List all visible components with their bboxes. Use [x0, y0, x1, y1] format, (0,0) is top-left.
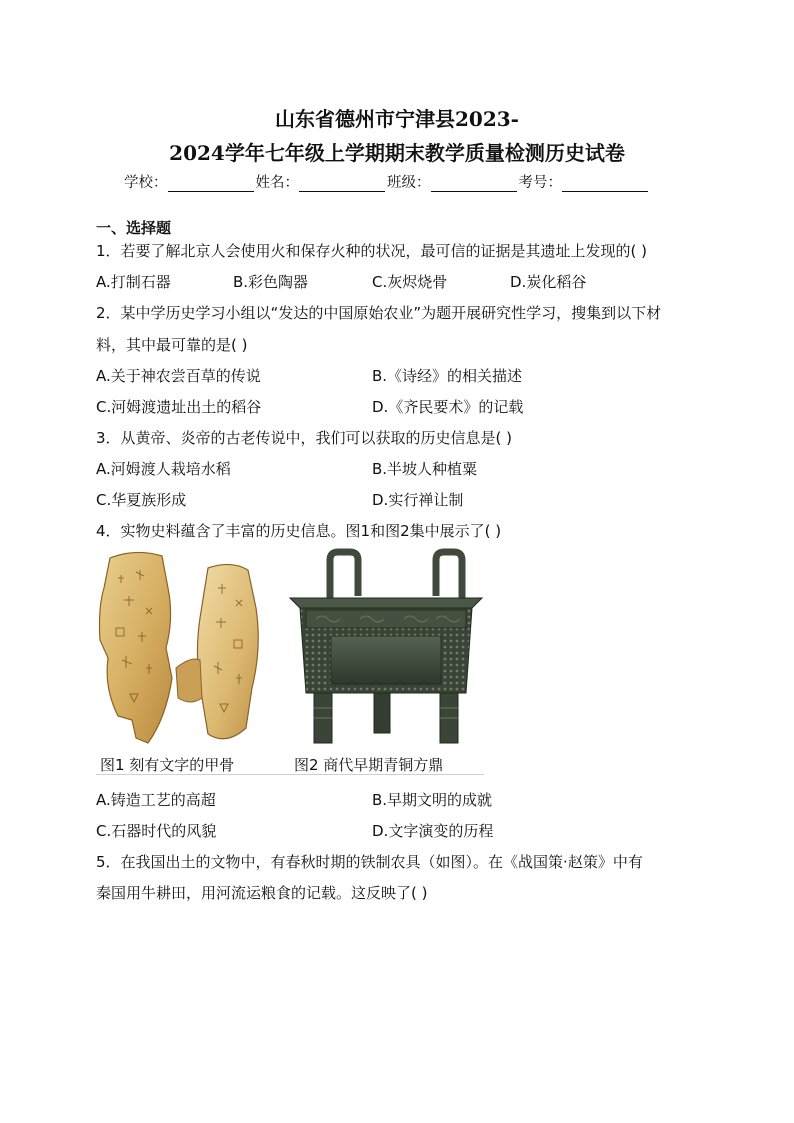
q1-option-d: D.炭化稻谷 [510, 273, 587, 291]
exam-title-line2: 2024学年七年级上学期期末教学质量检测历史试卷 [169, 141, 625, 165]
school-label: 学校： [124, 175, 168, 191]
q2-option-c: C.河姆渡遗址出土的稻谷 [96, 398, 262, 416]
question-5-stem-line1: 5．在我国出土的文物中，有春秋时期的铁制农具（如图）。在《战国策·赵策》中有 [96, 853, 643, 871]
question-4-figure [96, 548, 486, 776]
bronze-ding-image [286, 548, 486, 753]
section-heading: 一、选择题 [96, 219, 172, 237]
q3-option-a: A.河姆渡人栽培水稻 [96, 460, 231, 478]
q4-option-c: C.石器时代的风貌 [96, 822, 217, 840]
name-blank [299, 177, 385, 192]
class-label: 班级： [387, 175, 431, 191]
exam-number-blank [562, 177, 648, 192]
q1-option-a: A.打制石器 [96, 273, 171, 291]
class-blank [431, 177, 517, 192]
figure-divider [96, 774, 484, 775]
question-5-stem-line2: 秦国用牛耕田，用河流运粮食的记载。这反映了( ) [96, 884, 428, 902]
name-label: 姓名： [255, 175, 299, 191]
student-info-row [124, 171, 650, 192]
q4-option-b: B.早期文明的成就 [372, 791, 493, 809]
q2-option-d: D.《齐民要术》的记载 [372, 398, 524, 416]
q3-option-b: B.半坡人种植粟 [372, 460, 478, 478]
figure-2-caption: 图2 商代早期青铜方鼎 [294, 756, 444, 774]
question-3-stem: 3．从黄帝、炎帝的古老传说中，我们可以获取的历史信息是( ) [96, 429, 513, 447]
q4-option-a: A.铸造工艺的高超 [96, 791, 216, 809]
question-1-stem: 1．若要了解北京人会使用火和保存火种的状况，最可信的证据是其遗址上发现的( ) [96, 242, 648, 260]
oracle-bone-image [96, 548, 271, 748]
question-2-stem-line2: 料，其中最可靠的是( ) [96, 336, 248, 354]
question-2-stem-line1: 2．某中学历史学习小组以“发达的中国原始农业”为题开展研究性学习，搜集到以下材 [96, 304, 662, 322]
q2-option-a: A.关于神农尝百草的传说 [96, 367, 261, 385]
q2-option-b: B.《诗经》的相关描述 [372, 367, 523, 385]
school-blank [168, 177, 254, 192]
exam-title-line1: 山东省德州市宁津县2023- [275, 107, 519, 131]
q1-option-b: B.彩色陶器 [233, 273, 309, 291]
q3-option-c: C.华夏族形成 [96, 491, 187, 509]
q4-option-d: D.文字演变的历程 [372, 822, 494, 840]
question-4-stem: 4．实物史料蕴含了丰富的历史信息。图1和图2集中展示了( ) [96, 522, 502, 540]
q3-option-d: D.实行禅让制 [372, 491, 464, 509]
figure-1-caption: 图1 刻有文字的甲骨 [100, 756, 235, 774]
exam-number-label: 考号： [518, 175, 562, 191]
q1-option-c: C.灰烬烧骨 [372, 273, 448, 291]
